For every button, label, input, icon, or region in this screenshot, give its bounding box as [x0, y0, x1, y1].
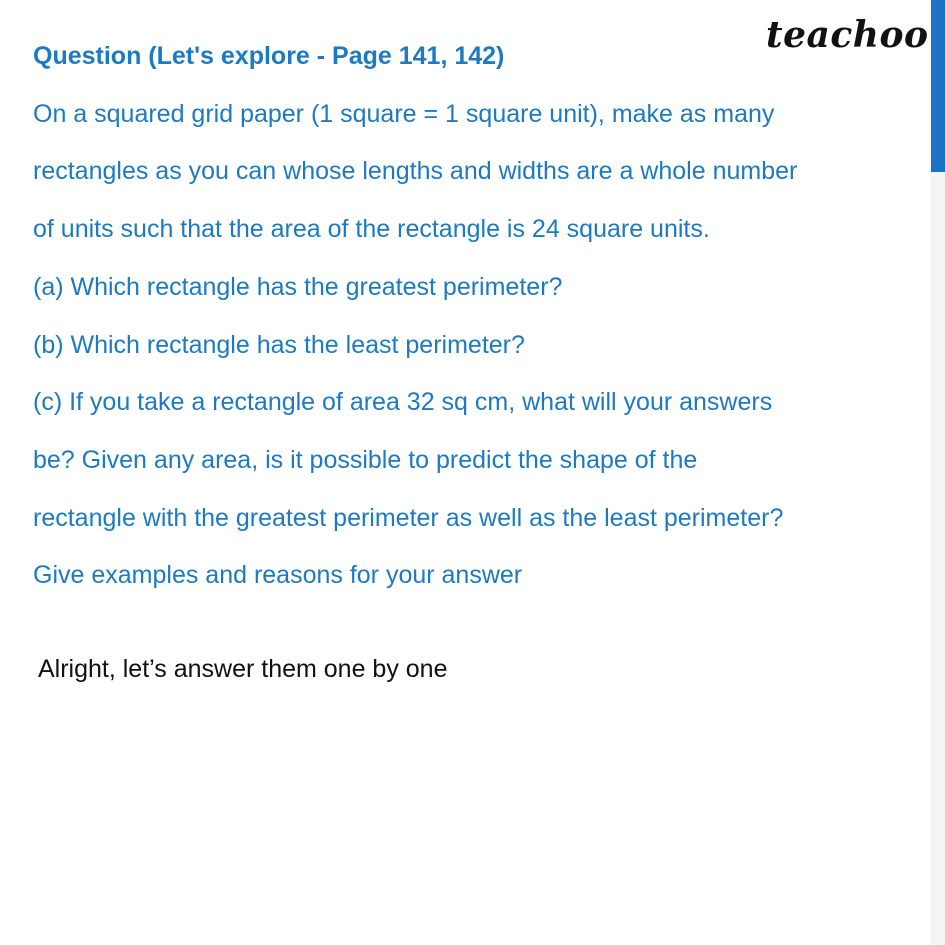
question-line: Give examples and reasons for your answer	[33, 561, 523, 590]
question-block	[33, 28, 926, 605]
question-line: of units such that the area of the rectangle is 24 square units.	[33, 215, 710, 244]
question-part-a: (a) Which rectangle has the greatest perimeter?	[33, 272, 563, 301]
scrollbar-thumb[interactable]	[931, 0, 945, 172]
question-line: be? Given any area, is it possible to predict the shape of the	[33, 445, 698, 474]
question-line: rectangles as you can whose lengths and widths are a whole number	[33, 157, 798, 186]
question-part-c: (c) If you take a rectangle of area 32 sq cm, what will your answers	[33, 388, 773, 417]
vertical-scrollbar[interactable]	[931, 0, 945, 945]
question-part-b: (b) Which rectangle has the least perimeter?	[33, 330, 525, 359]
question-line: rectangle with the greatest perimeter as well as the least perimeter?	[33, 503, 784, 532]
answer-intro-text: Alright, let’s answer them one by one	[38, 655, 448, 683]
question-line: On a squared grid paper (1 square = 1 square unit), make as many	[33, 99, 775, 128]
question-title: Question (Let's explore - Page 141, 142)	[33, 42, 505, 70]
teachoo-logo: teachoo	[766, 14, 929, 56]
